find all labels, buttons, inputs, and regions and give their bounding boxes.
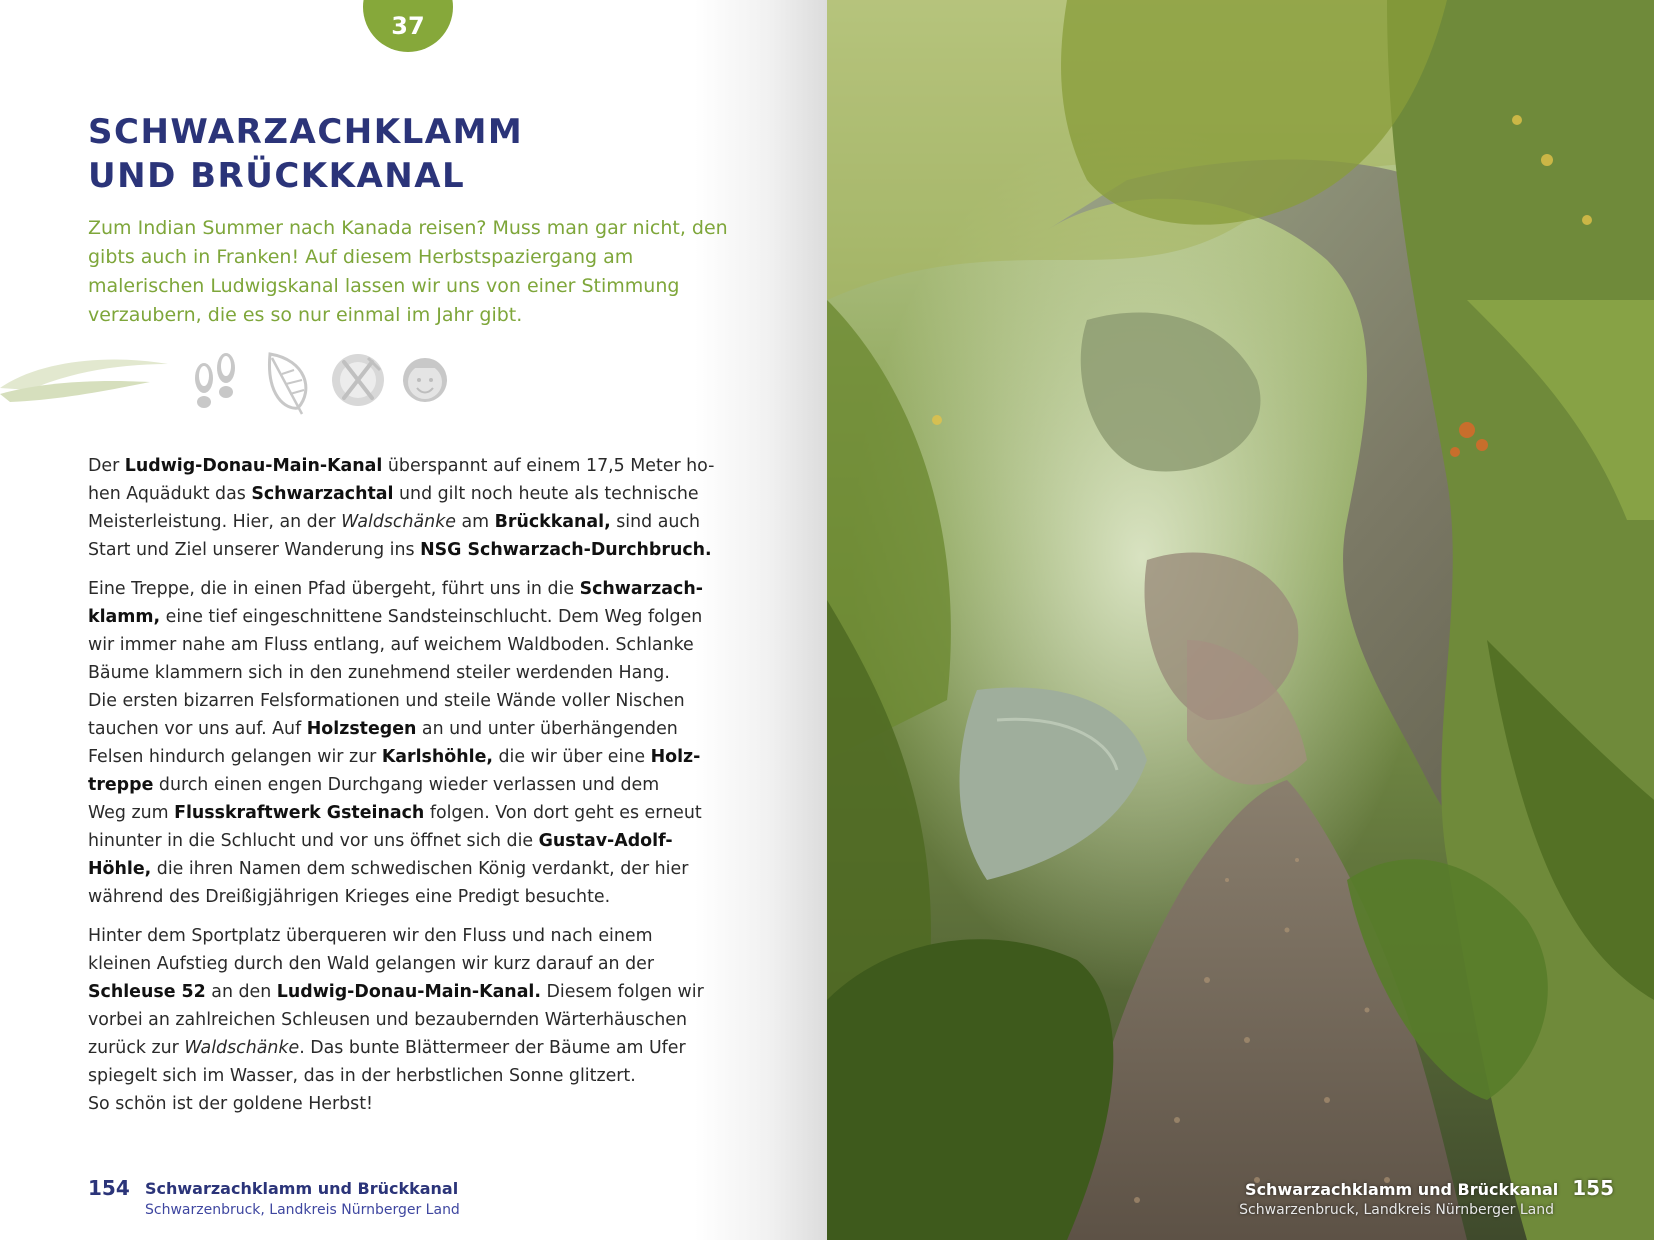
text-line: Schleuse 52 an den Ludwig-Donau-Main-Kanal. Diesem folgen wir	[88, 982, 704, 1002]
leaf-swoosh-decoration	[0, 350, 170, 410]
smiley-icon	[400, 350, 450, 410]
text-line: vorbei an zahlreichen Schleusen und bezaubernden Wärterhäuschen	[88, 1010, 688, 1030]
text-line: Eine Treppe, die in einen Pfad übergeht, führt uns in die Schwarzach-	[88, 579, 703, 599]
footer-subtitle-left: Schwarzenbruck, Landkreis Nürnberger Land	[145, 1202, 460, 1218]
text-line: Meisterleistung. Hier, an der Waldschänke am Brückkanal, sind auch	[88, 512, 700, 532]
footer-title-right: Schwarzachklamm und Brückkanal	[1245, 1180, 1559, 1199]
bold-term: klamm,	[88, 607, 161, 627]
text-line: So schön ist der goldene Herbst!	[88, 1094, 374, 1114]
italic-term: Waldschänke	[184, 1038, 300, 1058]
text-line: tauchen vor uns auf. Auf Holzstegen an und unter überhängenden	[88, 719, 678, 739]
text-line: spiegelt sich im Wasser, das in der herbstlichen Sonne glitzert.	[88, 1066, 636, 1086]
bold-term: Schleuse 52	[88, 982, 206, 1002]
bold-term: Höhle,	[88, 859, 152, 879]
bold-term: Holz-	[650, 747, 701, 767]
footprints-icon	[186, 350, 244, 412]
bold-term: NSG Schwarzach-Durchbruch.	[420, 540, 712, 560]
text-line: kleinen Aufstieg durch den Wald gelangen wir kurz darauf an der	[88, 954, 654, 974]
bold-term: Schwarzach-	[579, 579, 703, 599]
footer-title-left: Schwarzachklamm und Brückkanal	[145, 1179, 459, 1198]
right-page	[827, 0, 1654, 1240]
footer-subtitle-right: Schwarzenbruck, Landkreis Nürnberger Land	[1239, 1202, 1554, 1218]
bold-term: treppe	[88, 775, 154, 795]
text-line: Die ersten bizarren Felsformationen und steile Wände voller Nischen	[88, 691, 685, 711]
text-line: zurück zur Waldschänke. Das bunte Blättermeer der Bäume am Ufer	[88, 1038, 686, 1058]
bold-term: Flusskraftwerk Gsteinach	[174, 803, 425, 823]
bold-term: Ludwig-Donau-Main-Kanal.	[276, 982, 541, 1002]
text-line: Start und Ziel unserer Wanderung ins NSG Schwarzach-Durchbruch.	[88, 540, 712, 560]
italic-term: Waldschänke	[341, 512, 456, 532]
text-line: hinunter in die Schlucht und vor uns öffnet sich die Gustav-Adolf-	[88, 831, 673, 851]
page-number-right: 155	[1572, 1176, 1614, 1200]
text-line: treppe durch einen engen Durchgang wieder verlassen und dem	[88, 775, 660, 795]
text-line: hen Aquädukt das Schwarzachtal und gilt noch heute als technische	[88, 484, 699, 504]
title-line-2: UND BRÜCKKANAL	[88, 156, 466, 196]
paragraph-1	[88, 452, 728, 564]
no-food-icon	[328, 350, 388, 410]
gorge-photo	[827, 0, 1654, 1240]
text-line: Hinter dem Sportplatz überqueren wir den Fluss und nach einem	[88, 926, 653, 946]
page-title	[88, 110, 523, 198]
paragraph-3	[88, 922, 728, 1118]
title-line-1: SCHWARZACHKLAMM	[88, 112, 524, 152]
text-line: Felsen hindurch gelangen wir zur Karlshöhle, die wir über eine Holz-	[88, 747, 701, 767]
bold-term: Gustav-Adolf-	[538, 831, 673, 851]
text-line: wir immer nahe am Fluss entlang, auf weichem Waldboden. Schlanke	[88, 635, 694, 655]
text-line: klamm, eine tief eingeschnittene Sandsteinschlucht. Dem Weg folgen	[88, 607, 703, 627]
bold-term: Holzstegen	[306, 719, 417, 739]
tour-number-badge	[363, 0, 453, 52]
paragraph-2	[88, 575, 728, 911]
tour-number: 37	[391, 12, 425, 40]
page-number-left: 154	[88, 1176, 130, 1200]
leaf-icon	[262, 350, 312, 416]
text-line: während des Dreißigjährigen Krieges eine Predigt besuchte.	[88, 887, 611, 907]
text-line: Der Ludwig-Donau-Main-Kanal überspannt auf einem 17,5 Meter ho-	[88, 456, 715, 476]
lead-paragraph: Zum Indian Summer nach Kanada reisen? Muss man gar nicht, den gibts auch in Franken! Auf diesem Herbstspaziergang am malerischen Ludwigskanal lassen wir uns von einer Stimmung verzaubern, die es so nur einmal im Jahr gibt.	[88, 217, 728, 326]
bold-term: Schwarzachtal	[251, 484, 394, 504]
text-line: Bäume klammern sich in den zunehmend steiler werdenden Hang.	[88, 663, 670, 683]
bold-term: Karlshöhle,	[381, 747, 493, 767]
text-line: Weg zum Flusskraftwerk Gsteinach folgen. Von dort geht es erneut	[88, 803, 702, 823]
footer-right	[1239, 1176, 1614, 1218]
body-text	[88, 452, 728, 1129]
text-line: Höhle, die ihren Namen dem schwedischen König verdankt, der hier	[88, 859, 689, 879]
bold-term: Ludwig-Donau-Main-Kanal	[124, 456, 383, 476]
bold-term: Brückkanal,	[494, 512, 611, 532]
